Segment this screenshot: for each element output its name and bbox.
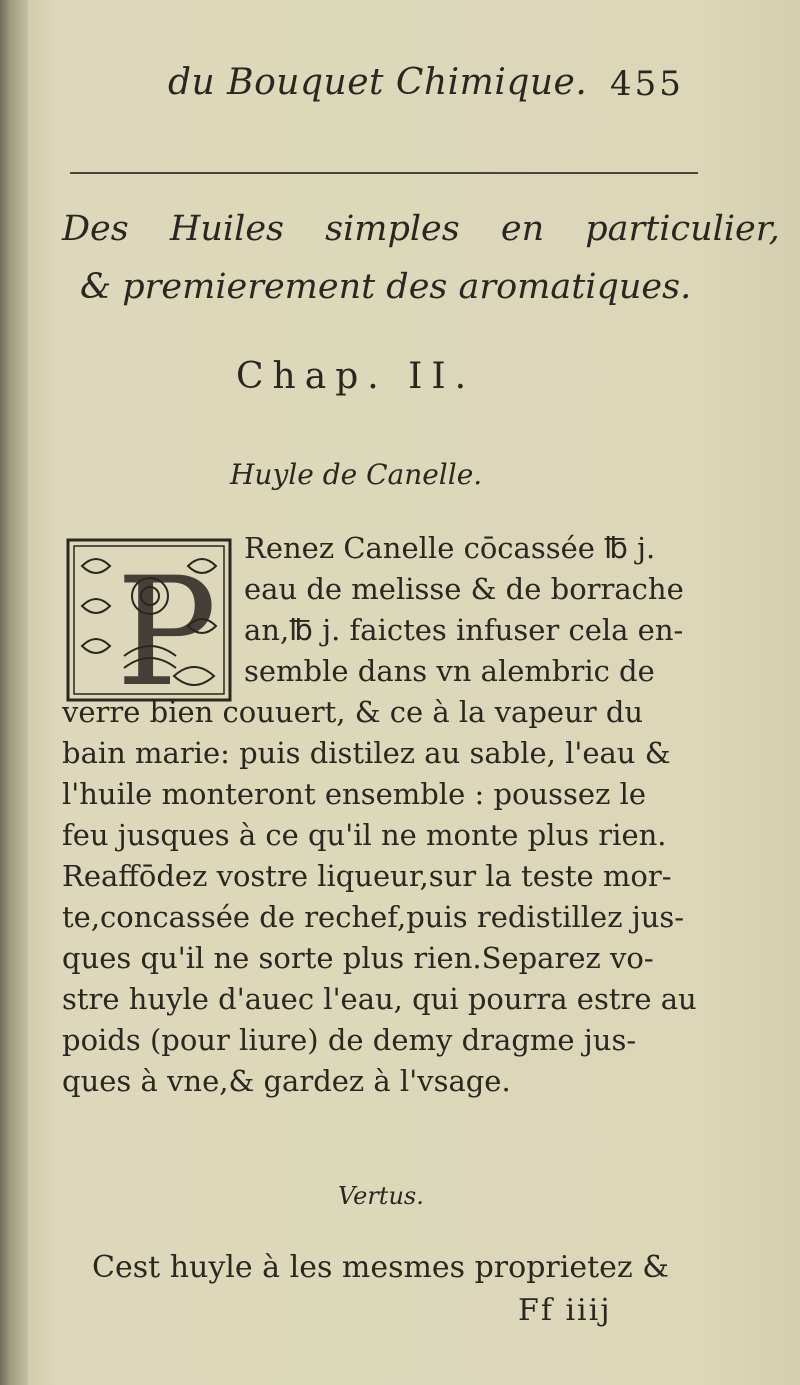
recipe-body [62, 528, 712, 1102]
recipe-line: semble dans vn alembric de [244, 654, 655, 688]
section-heading-line2: & premierement des aromatiques. [80, 267, 692, 307]
recipe-line: poids (pour liure) de demy dragme jus- [62, 1023, 637, 1057]
recipe-line: Renez Canelle cōcassée ℔ j. [244, 531, 656, 565]
section-heading [62, 200, 780, 316]
recipe-line: l'huile monteront ensemble : poussez le [62, 777, 647, 811]
recipe-line: bain marie: puis distilez au sable, l'eau & [62, 736, 671, 770]
page-number: 455 [610, 64, 684, 104]
recipe-line: Reaffōdez vostre liqueur,sur la teste mor- [62, 859, 672, 893]
recipe-line: stre huyle d'auec l'eau, qui pourra estre au [62, 982, 697, 1016]
recipe-title: Huyle de Canelle. [230, 458, 483, 491]
vertus-text: Cest huyle à les mesmes proprietez & [92, 1250, 669, 1285]
chapter-title: Chap. II. [236, 356, 476, 397]
header-rule [70, 172, 698, 174]
initial-letter-glyph: P [116, 546, 217, 704]
recipe-line: ques à vne,& gardez à l'vsage. [62, 1064, 511, 1098]
recipe-line: feu jusques à ce qu'il ne monte plus rien. [62, 818, 667, 852]
vertus-heading: Vertus. [338, 1182, 424, 1210]
recipe-line: an,℔ j. faictes infuser cela en- [244, 613, 684, 647]
signature-mark: Ff iiij [518, 1293, 612, 1328]
page-gutter [0, 0, 28, 1385]
section-heading-line1: Des Huiles simples en particulier, [62, 209, 780, 249]
recipe-line: verre bien couuert, & ce à la vapeur du [62, 695, 644, 729]
recipe-line: eau de melisse & de borrache [244, 572, 684, 606]
recipe-line: ques qu'il ne sorte plus rien.Separez vo- [62, 941, 654, 975]
recipe-line: te,concassée de rechef,puis redistillez jus- [62, 900, 685, 934]
running-title: du Bouquet Chimique. [168, 62, 588, 103]
running-head [168, 62, 688, 122]
